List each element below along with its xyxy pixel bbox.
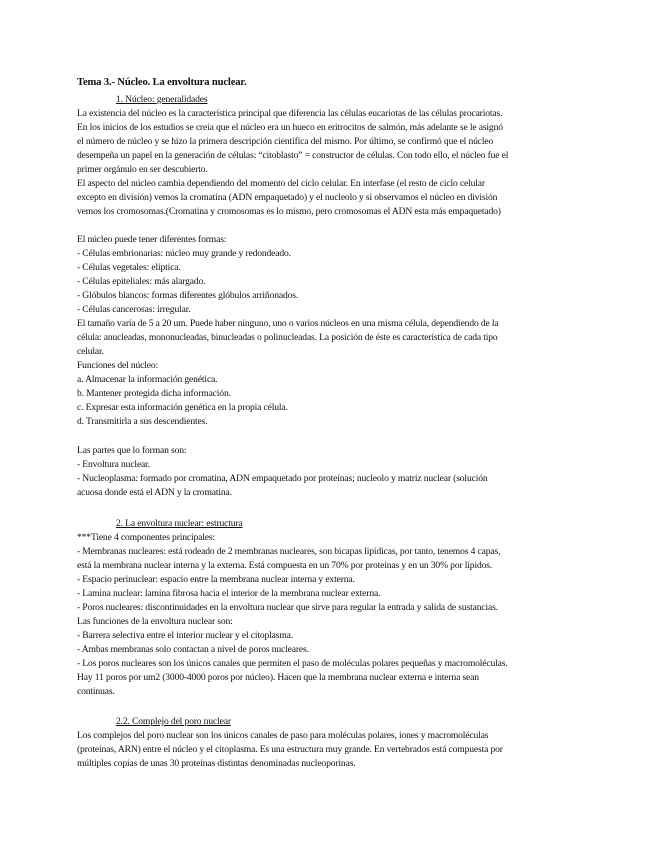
text-line: desempeña un papel en la generación de células: “citoblasto” = constructor de células. Con todo ello, el núcleo fue el xyxy=(77,150,509,161)
list-item: - Envoltura nuclear. xyxy=(77,459,150,470)
list-item: - Ambas membranas solo contactan a nivel de poros nucleares. xyxy=(77,644,309,655)
text-line: Las funciones de la envoltura nuclear son: xyxy=(77,616,233,627)
text-line: continuas. xyxy=(77,686,115,697)
text-line: está la membrana nuclear interna y la externa. Está compuesta en un 70% por proteínas y en un 30% por lípidos. xyxy=(77,560,493,571)
text-line: célula: anucleadas, mononucleadas, binucleadas o polinucleadas. La posición de éste es característica de cada tipo xyxy=(77,332,498,343)
text-line: El tamaño varía de 5 a 20 um. Puede haber ninguno, uno o varios núcleos en una misma célula, dependiendo de la xyxy=(77,318,499,329)
text-line: Las partes que lo forman son: xyxy=(77,445,187,456)
list-item: - Poros nucleares: discontinuidades en la envoltura nuclear que sirve para regular la entrada y salida de sustancias. xyxy=(77,602,498,613)
list-item: - Células embrionarias: núcleo muy grande y redondeado. xyxy=(77,248,291,259)
text-line: Los complejos del poro nuclear son los únicos canales de paso para moléculas polares, iones y macromoléculas xyxy=(77,730,489,741)
list-item: a. Almacenar la información genética. xyxy=(77,374,218,385)
list-item: - Células cancerosas: irregular. xyxy=(77,304,191,315)
text-line: acuosa donde está el ADN y la cromatina. xyxy=(77,487,232,498)
list-item: - Nucleoplasma: formado por cromatina, ADN empaquetado por proteínas; nucleolo y matriz nuclear (solución xyxy=(77,473,488,484)
text-line: En los inicios de los estudios se creía que el núcleo era un hueco en eritrocitos de salmón, más adelante se le asignó xyxy=(77,122,503,133)
text-line: (proteínas, ARN) entre el núcleo y el citoplasma. Es una estructura muy grande. En vertebrados está compuesta por xyxy=(77,744,503,755)
text-line: El núcleo puede tener diferentes formas: xyxy=(77,234,227,245)
section-heading-nucleo-generalidades: 1. Núcleo: generalidades xyxy=(116,94,208,105)
text-line: múltiples copias de unas 30 proteínas distintas denominadas nucleoporinas. xyxy=(77,758,356,769)
text-line: celular. xyxy=(77,346,104,357)
list-item: - Los poros nucleares son los únicos canales que permiten el paso de moléculas polares pequeñas y macromoléculas. xyxy=(77,658,508,669)
text-line: La existencia del núcleo es la característica principal que diferencia las células eucariotas de las células procariotas. xyxy=(77,108,503,119)
text-line: primer orgánulo en ser descubierto. xyxy=(77,164,208,175)
list-item: - Barrera selectiva entre el interior nuclear y el citoplasma. xyxy=(77,630,294,641)
text-line: ***Tiene 4 componentes principales: xyxy=(77,532,216,543)
list-item: - Glóbulos blancos: formas diferentes glóbulos arriñonados. xyxy=(77,290,299,301)
list-item: - Células vegetales: elíptica. xyxy=(77,262,181,273)
section-heading-envoltura-estructura: 2. La envoltura nuclear: estructura xyxy=(116,518,243,529)
text-line: excepto en división) vemos la cromatina (ADN empaquetado) y el nucleolo y si observamos el núcleo en división xyxy=(77,192,498,203)
text-line: Funciones del núcleo: xyxy=(77,360,159,371)
text-line: Hay 11 poros por um2 (3000-4000 poros por núcleo). Hacen que la membrana nuclear externa e interna sean xyxy=(77,672,479,683)
list-item: - Células epiteliales: más alargado. xyxy=(77,276,206,287)
list-item: - Membranas nucleares: está rodeado de 2 membranas nucleares, son bicapas lipídicas, por tanto, tenemos 4 capas, xyxy=(77,546,501,557)
document-title: Tema 3.- Núcleo. La envoltura nuclear. xyxy=(77,77,247,88)
list-item: b. Mantener protegida dicha información. xyxy=(77,388,231,399)
section-heading-complejo-poro: 2.2. Complejo del poro nuclear xyxy=(116,716,231,727)
list-item: d. Transmitirla a sus descendientes. xyxy=(77,416,208,427)
text-line: El aspecto del núcleo cambia dependiendo del momento del ciclo celular. En interfase (el resto de ciclo celular xyxy=(77,178,485,189)
text-line: el número de núcleo y se hizo la primera descripción científica del mismo. Por último, se confirmó que el núcleo xyxy=(77,136,494,147)
text-line: vemos los cromosomas.(Cromatina y cromosomas es lo mismo, pero cromosomas el ADN esta más empaquetado) xyxy=(77,206,501,217)
list-item: - Lamina nuclear: lamina fibrosa hacia el interior de la membrana nuclear externa. xyxy=(77,588,381,599)
list-item: - Espacio perinuclear: espacio entre la membrana nuclear interna y externa. xyxy=(77,574,355,585)
list-item: c. Expresar esta información genética en la propia célula. xyxy=(77,402,288,413)
